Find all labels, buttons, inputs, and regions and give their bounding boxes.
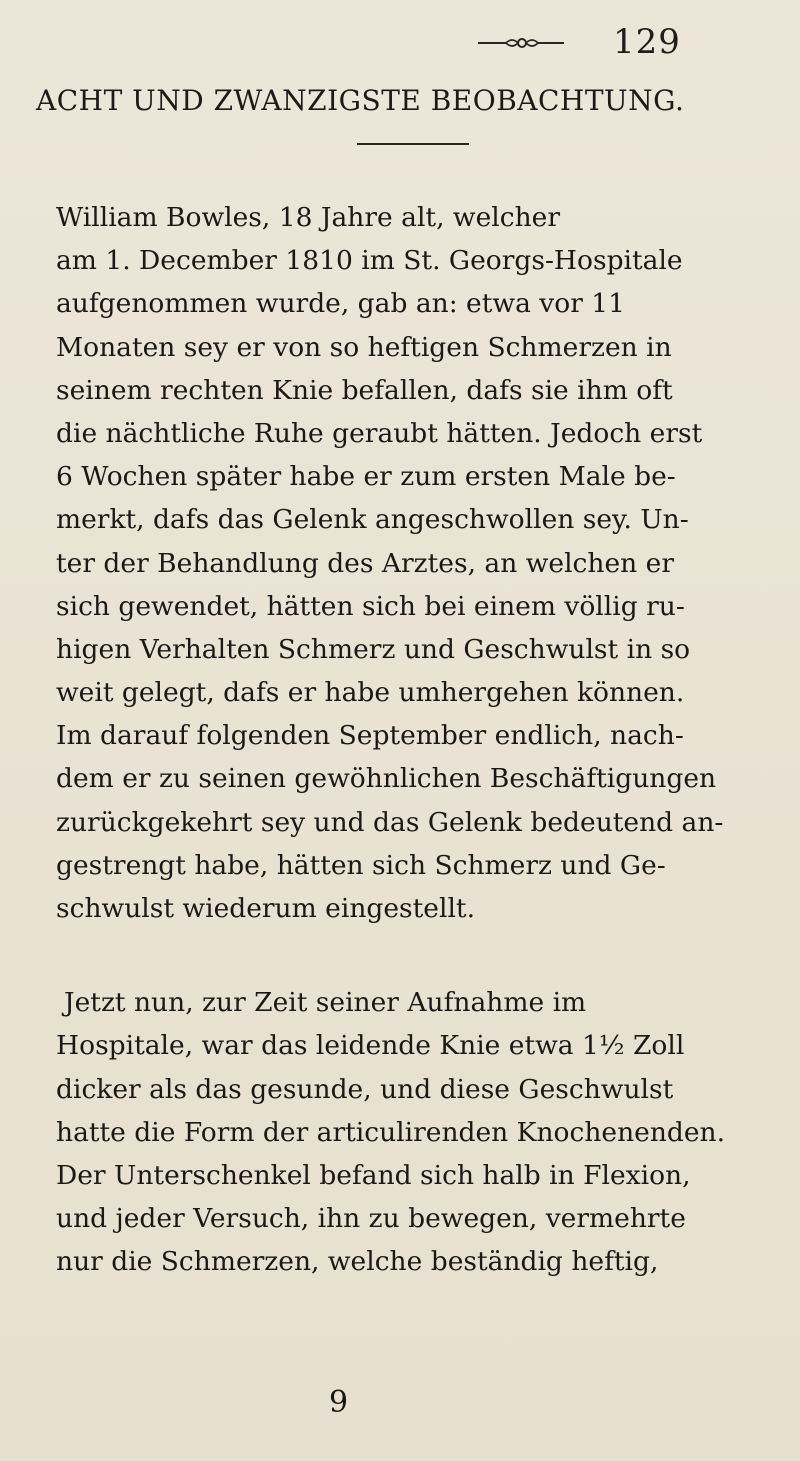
chapter-title: ACHT UND ZWANZIGSTE BEOBACHTUNG. [36,84,685,117]
text-line: zurückgekehrt sey und das Gelenk bedeutend an- [56,806,724,838]
text-line: Hospitale, war das leidende Knie etwa 1½ Zoll [56,1030,685,1062]
text-line: und jeder Versuch, ihn zu bewegen, vermehrte [56,1203,686,1235]
title-rule [357,143,469,145]
text-line: Im darauf folgenden September endlich, nach- [56,720,684,752]
text-line: hatte die Form der articulirenden Knochenenden. [56,1116,726,1148]
page-number: 129 [613,22,681,62]
text-line: dicker als das gesunde, und diese Geschwulst [56,1073,674,1105]
text-line: 6 Wochen später habe er zum ersten Male be- [56,461,676,493]
text-line: gestrengt habe, hätten sich Schmerz und Ge- [56,849,666,881]
text-line: Jetzt nun, zur Zeit seiner Aufnahme im [64,987,587,1019]
text-line: aufgenommen wurde, gab an: etwa vor 11 [56,288,626,320]
body-text [56,196,776,1284]
paragraph-2 [56,981,776,1283]
text-line: merkt, dafs das Gelenk angeschwollen sey. Un- [56,504,689,536]
text-line: ter der Behandlung des Arztes, an welchen er [56,547,674,579]
ornament-rule-icon [478,36,564,50]
text-line: higen Verhalten Schmerz und Geschwulst in so [56,633,691,665]
text-line: schwulst wiederum eingestellt. [56,893,476,924]
text-line: dem er zu seinen gewöhnlichen Beschäftigungen [56,763,717,795]
text-line: weit gelegt, dafs er habe umhergehen können. [56,677,685,709]
paragraph-1 [56,196,776,930]
text-line: am 1. December 1810 im St. Georgs-Hospitale [56,245,683,277]
text-line: Monaten sey er von so heftigen Schmerzen in [56,331,672,363]
text-line: sich gewendet, hätten sich bei einem völlig ru- [56,590,685,622]
running-head [0,22,800,66]
text-line: die nächtliche Ruhe geraubt hätten. Jedoch erst [56,417,703,449]
paragraph-gap [56,930,776,981]
text-line: seinem rechten Knie befallen, dafs sie ihm oft [56,374,673,406]
text-line: nur die Schmerzen, welche beständig heftig, [56,1246,659,1278]
text-line: Der Unterschenkel befand sich halb in Flexion, [56,1159,691,1191]
signature-mark: 9 [329,1385,349,1420]
text-line: William Bowles, 18 Jahre alt, welcher [56,202,561,233]
